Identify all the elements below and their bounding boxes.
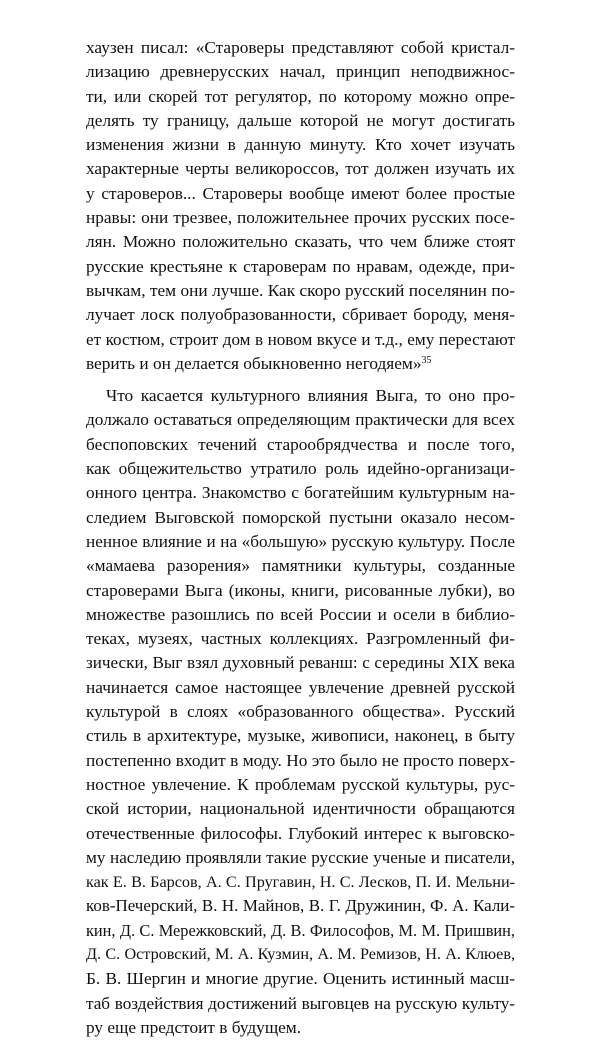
text-line: хаузен писал: «Староверы представляют собой кристал- bbox=[86, 38, 515, 57]
last-line-text: верить и он делается обыкновенно негодяем» bbox=[86, 353, 422, 373]
text-line: отечественные философы. Глубокий интерес к выговско- bbox=[86, 823, 515, 843]
text-line: староверами Выга (иконы, книги, рисованные лубки), во bbox=[86, 580, 515, 600]
text-line: Что касается культурного влияния Выга, то оно про- bbox=[106, 386, 515, 406]
text-line: стиль в архитектуре, музыке, живописи, наконец, в быту bbox=[86, 726, 515, 746]
text-line: у староверов... Староверы вообще имеют более простые bbox=[86, 183, 515, 203]
paragraph-1 bbox=[86, 36, 515, 376]
text-line: му наследию проявляли такие русские ученые и писатели, bbox=[86, 847, 515, 867]
text-line: изменения жизни в данную минуту. Кто хочет изучать bbox=[86, 135, 515, 155]
text-line: лян. Можно положительно сказать, что чем ближе стоят bbox=[86, 232, 515, 252]
text-line: русские крестьяне к староверам по нравам, одежде, при- bbox=[86, 256, 515, 276]
text-line: «мамаева разорения» памятники культуры, созданные bbox=[86, 556, 515, 576]
text-line: ненное влияние и на «большую» русскую культуру. После bbox=[86, 531, 515, 551]
text-line: ской истории, национальной идентичности обращаются bbox=[86, 799, 515, 819]
text-line: Б. В. Шергин и многие другие. Оценить истинный масш- bbox=[86, 969, 515, 989]
text-line: постепенно входит в моду. Но это было не просто поверх- bbox=[86, 750, 515, 770]
text-line: лизацию древнерусских начал, принцип неподвижнос- bbox=[86, 62, 515, 82]
footnote-ref[interactable]: 35 bbox=[421, 354, 432, 366]
text-line: как Е. В. Барсов, А. С. Пругавин, Н. С. Лесков, П. И. Мельни- bbox=[86, 873, 515, 892]
text-line: теках, музеях, частных коллекциях. Разгромленный фи- bbox=[86, 629, 515, 649]
text-line: таб воздействия достижений выговцев на русскую культу- bbox=[86, 993, 515, 1013]
text-line: должало оставаться определяющим практически для всех bbox=[86, 410, 515, 430]
text-line: зически, Выг взял духовный реванш: с середины XIX века bbox=[86, 653, 515, 673]
text-line-last bbox=[86, 352, 515, 376]
text-line: Д. С. Островский, М. А. Кузмин, А. М. Ремизов, Н. А. Клюев, bbox=[86, 945, 515, 963]
text-line: лучает лоск полуобразованности, сбривает бороду, меня- bbox=[86, 305, 515, 325]
text-line: ков-Печерский, В. Н. Майнов, В. Г. Дружинин, Ф. А. Кали- bbox=[86, 896, 515, 916]
text-line: ет костюм, строит дом в новом вкусе и т.д., ему перестают bbox=[86, 329, 515, 349]
text-line: беспоповских течений старообрядчества и после того, bbox=[86, 434, 515, 454]
text-line: следием Выговской поморской пустыни оказало несом- bbox=[86, 507, 515, 527]
text-line-last: ру еще предстоит в будущем. bbox=[86, 1017, 302, 1037]
page-body bbox=[86, 36, 515, 1040]
text-line: ти, или скорей тот регулятор, по которому можно опре- bbox=[86, 86, 515, 106]
text-line: как общежительство утратило роль идейно-организаци- bbox=[86, 459, 515, 479]
text-line: характерные черты великороссов, тот должен изучать их bbox=[86, 159, 515, 179]
text-line: культурой в слоях «образованного общества». Русский bbox=[86, 702, 515, 722]
text-line: делять ту границу, дальше которой не могут достигать bbox=[86, 110, 515, 130]
paragraph-2 bbox=[86, 384, 515, 1040]
text-line: вычкам, тем они лучше. Как скоро русский поселянин по- bbox=[86, 280, 515, 300]
text-line: нравы: они трезвее, положительнее прочих русских посе- bbox=[86, 208, 515, 228]
text-line: начинается самое настоящее увлечение древней русской bbox=[86, 677, 515, 697]
text-line: ностное увлечение. К проблемам русской культуры, рус- bbox=[86, 774, 515, 794]
text-line: множестве разошлись по всей России и осели в библио- bbox=[86, 604, 515, 624]
text-line: кин, Д. С. Мережковский, Д. В. Философов, М. М. Пришвин, bbox=[86, 920, 515, 940]
text-line: онного центра. Знакомство с богатейшим культурным на- bbox=[86, 483, 515, 503]
